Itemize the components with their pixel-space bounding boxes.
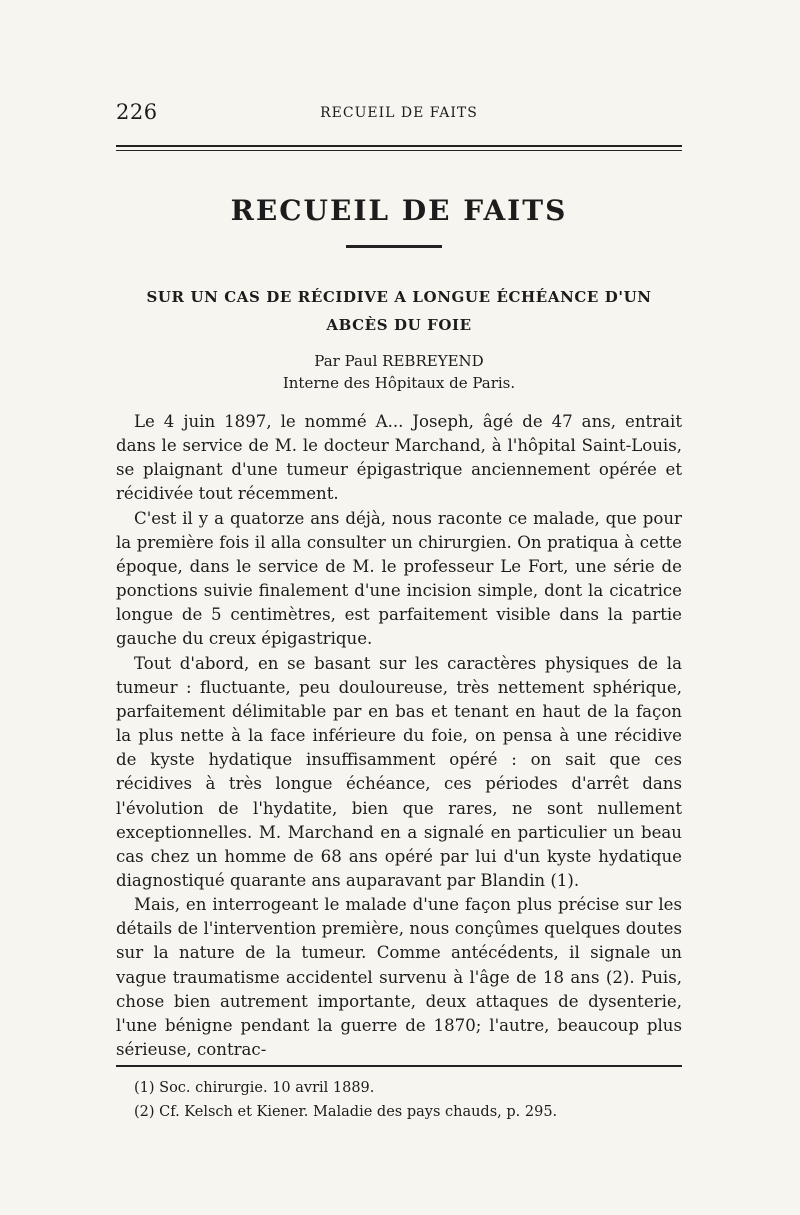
article-title: SUR UN CAS DE RÉCIDIVE A LONGUE ÉCHÉANCE D'UN ABCÈS DU FOIE [146,288,652,334]
article-body [116,410,682,1062]
page-number: 226 [116,100,158,124]
paragraph: Le 4 juin 1897, le nommé A... Joseph, âgé de 47 ans, entrait dans le service de M. le docteur Marchand, à l'hôpital Saint-Louis, se plaignant d'une tumeur épigastrique anciennement opérée et récidivée tout récemment. [116,412,682,504]
running-title: RECUEIL DE FAITS [320,105,478,121]
byline [116,350,682,394]
paragraph: Mais, en interrogeant le malade d'une façon plus précise sur les détails de l'intervention première, nous conçûmes quelques doutes sur la nature de la tumeur. Comme antécédents, il signale un vague traumatisme accidentel survenu à l'âge de 18 ans (2). Puis, chose bien autrement importante, deux attaques de dysenterie, l'une bénigne pendant la guerre de 1870; l'autre, beaucoup plus sérieuse, contrac- [116,895,682,1060]
paragraph: C'est il y a quatorze ans déjà, nous raconte ce malade, que pour la première fois il alla consulter un chirurgien. On pratiqua à cette époque, dans le service de M. le professeur Le Fort, une série de ponctions suivie finalement d'une incision simple, dont la cicatrice longue de 5 centimètres, est parfaitement visible dans la partie gauche du creux épigastrique. [116,508,682,649]
affiliation: Interne des Hôpitaux de Paris. [282,374,516,392]
footnotes [134,1076,682,1124]
footnote-rule [116,1065,682,1067]
header-double-rule [116,145,682,151]
author: Par Paul REBREYEND [314,352,484,370]
section-title: RECUEIL DE FAITS [230,194,568,227]
paragraph: Tout d'abord, en se basant sur les caractères physiques de la tumeur : fluctuante, peu douloureuse, très nettement sphérique, parfaitement délimitable par en bas et tenant en haut de la façon la plus nette à la face inférieure du foie, on pensa à une récidive de kyste hydatique insuffisamment opéré : on sait que ces récidives à très longue échéance, ces périodes d'arrêt dans l'évolution de l'hydatite, bien que rares, ne sont nullement exceptionnelles. M. Marchand en a signalé en particulier un beau cas chez un homme de 68 ans opéré par lui d'un kyste hydatique diagnostiqué quarante ans auparavant par Blandin (1). [116,653,682,890]
footnote: (2) Cf. Kelsch et Kiener. Maladie des pays chauds, p. 295. [134,1104,558,1120]
title-rule [346,245,442,248]
footnote: (1) Soc. chirurgie. 10 avril 1889. [134,1080,375,1096]
running-head [116,100,682,124]
